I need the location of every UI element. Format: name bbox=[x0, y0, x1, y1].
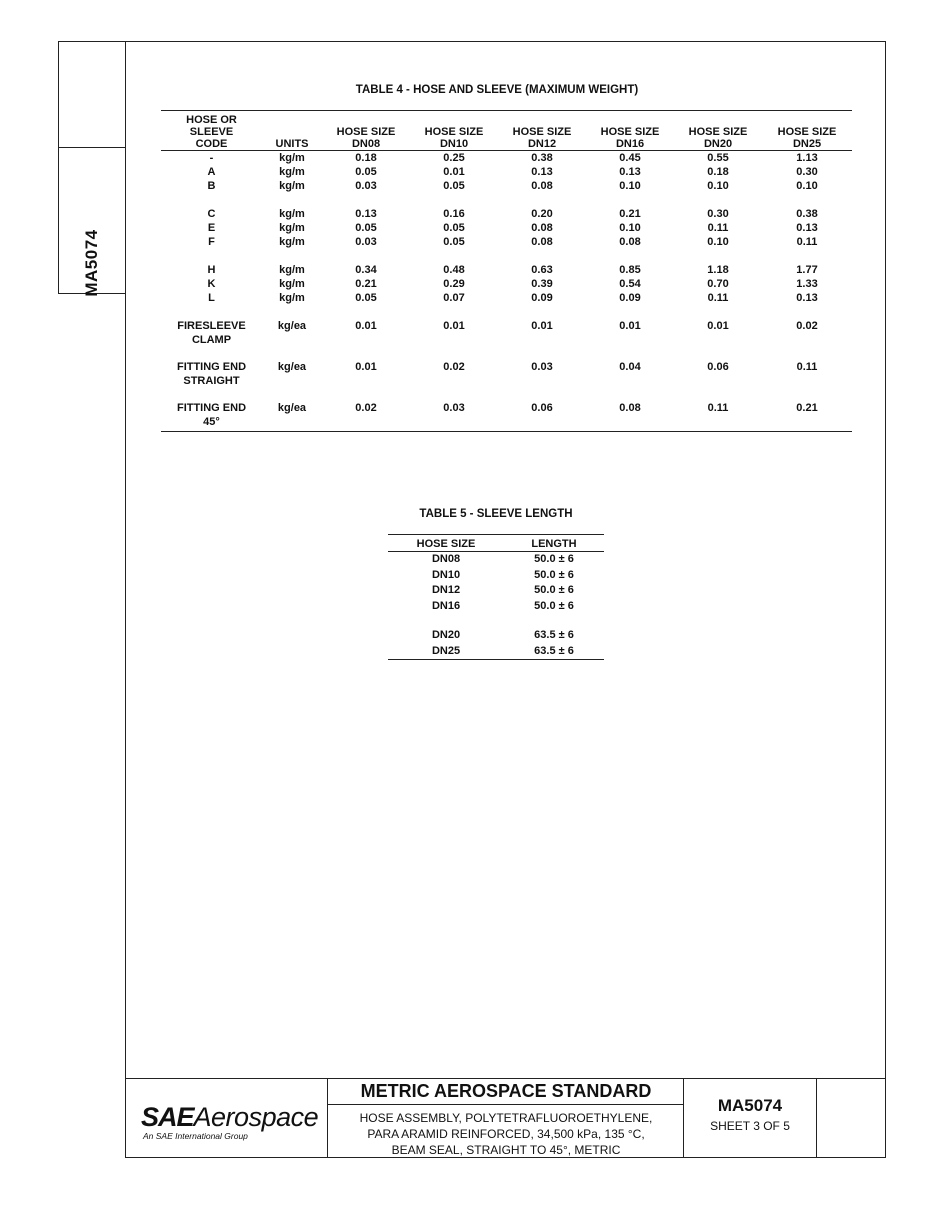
table4-cell-value: 0.30 bbox=[796, 166, 818, 178]
table5-cell-size: DN20 bbox=[431, 629, 461, 642]
table5-cell-length: 63.5 ± 6 bbox=[534, 629, 574, 642]
table4-cell-value: 0.48 bbox=[443, 264, 465, 276]
table4-cell-value: 1.13 bbox=[796, 152, 818, 164]
table4-cell-value: 0.11 bbox=[707, 292, 729, 304]
table4-cell-code: E bbox=[207, 222, 216, 234]
table4-cell-value: 0.13 bbox=[796, 292, 818, 304]
table4-cell-value: 0.05 bbox=[443, 222, 465, 234]
table4-header-size: HOSE SIZE DN16 bbox=[586, 111, 674, 151]
table4-cell-code: FIRESLEEVE CLAMP bbox=[177, 320, 246, 346]
table4-cell-value: 0.20 bbox=[531, 208, 553, 220]
table4-cell-value: 0.13 bbox=[619, 166, 641, 178]
table5-cell-size: DN25 bbox=[388, 644, 504, 660]
table4-cell-value: 0.05 bbox=[443, 236, 465, 248]
table4-cell-value: 0.13 bbox=[531, 166, 553, 178]
table4-cell-value: 0.01 bbox=[619, 320, 641, 332]
table4-cell-value: 0.01 bbox=[443, 320, 465, 332]
table5-cell-length: 50.0 ± 6 bbox=[534, 584, 574, 597]
standard-title: METRIC AEROSPACE STANDARD bbox=[360, 1081, 652, 1101]
table4-row bbox=[161, 291, 852, 305]
table4-cell-value: 0.38 bbox=[531, 152, 553, 164]
table4-cell-value: 0.85 bbox=[619, 264, 641, 276]
table5-cell-size: DN12 bbox=[431, 584, 461, 597]
table4-spacer bbox=[161, 305, 852, 319]
table4-cell-value: 0.34 bbox=[355, 264, 377, 276]
table4-cell-code: A bbox=[207, 166, 216, 178]
table4-row bbox=[161, 207, 852, 221]
table4-cell-value: 0.06 bbox=[498, 401, 586, 432]
table4-cell-value: 1.33 bbox=[796, 278, 818, 290]
table5 bbox=[388, 534, 604, 660]
table4-row bbox=[161, 221, 852, 235]
table4-spacer bbox=[161, 347, 852, 360]
table4-cell-code: F bbox=[208, 236, 215, 248]
table4-cell-code: H bbox=[207, 264, 216, 276]
logo-sae-text: SAE bbox=[141, 1102, 194, 1132]
table4-cell-value: 0.05 bbox=[355, 222, 377, 234]
table4-header-size: HOSE SIZE DN10 bbox=[410, 111, 498, 151]
table5-row bbox=[388, 628, 604, 644]
table4-cell-code: C bbox=[207, 208, 216, 220]
table4-row bbox=[161, 235, 852, 249]
table4-cell-value: 0.09 bbox=[531, 292, 553, 304]
table4-row bbox=[161, 277, 852, 291]
table4-cell-units: kg/m bbox=[279, 180, 305, 192]
standard-description: HOSE ASSEMBLY, POLYTETRAFLUOROETHYLENE, PARA ARAMID REINFORCED, 34,500 kPa, 135 °C, BEAM SEAL, STRAIGHT TO 45°, METRIC bbox=[359, 1111, 653, 1157]
table4 bbox=[161, 110, 852, 432]
table4-cell-value: 0.02 bbox=[322, 401, 410, 432]
table4-cell-value: 0.09 bbox=[619, 292, 641, 304]
table5-cell-length: 50.0 ± 6 bbox=[534, 568, 574, 581]
table4-cell-units: kg/m bbox=[279, 278, 305, 290]
table5-header-size: HOSE SIZE bbox=[388, 535, 504, 552]
table4-cell-units: kg/ea bbox=[277, 320, 307, 332]
table4-cell-units: kg/m bbox=[279, 152, 305, 164]
table4-cell-value: 0.05 bbox=[355, 292, 377, 304]
table4-header-size: HOSE SIZE DN25 bbox=[762, 111, 852, 151]
table4-cell-units: kg/ea bbox=[277, 361, 307, 373]
table4-cell-units: kg/m bbox=[279, 292, 305, 304]
table4-header-row bbox=[161, 111, 852, 151]
table4-cell-value: 0.54 bbox=[619, 278, 641, 290]
standard-title-underline bbox=[328, 1104, 684, 1105]
table4-cell-value: 0.02 bbox=[443, 361, 465, 373]
table5-cell-size: DN10 bbox=[431, 568, 461, 581]
table4-cell-value: 0.01 bbox=[531, 320, 553, 332]
table4-cell-value: 0.08 bbox=[531, 222, 553, 234]
table4-cell-value: 0.10 bbox=[619, 222, 641, 234]
table4-row bbox=[161, 319, 852, 347]
table4-cell-value: 0.29 bbox=[443, 278, 465, 290]
table4-cell-value: 0.21 bbox=[355, 278, 377, 290]
table4-spacer bbox=[161, 249, 852, 263]
table4-cell-value: 0.18 bbox=[355, 152, 377, 164]
table4-cell-value: 0.03 bbox=[355, 236, 377, 248]
table4-header-size: HOSE SIZE DN08 bbox=[322, 111, 410, 151]
table4-cell-value: 0.21 bbox=[619, 208, 641, 220]
table4-cell-value: 0.21 bbox=[762, 401, 852, 432]
table4-cell-units: kg/m bbox=[279, 208, 305, 220]
title-block bbox=[125, 1078, 886, 1158]
table4-cell-value: 0.06 bbox=[707, 361, 729, 373]
table4-cell-value: 0.10 bbox=[796, 180, 818, 192]
table4-cell-value: 0.04 bbox=[619, 361, 641, 373]
logo-aerospace-text: Aerospace bbox=[193, 1102, 319, 1132]
table5-header-length: LENGTH bbox=[504, 535, 604, 552]
table4-cell-code: B bbox=[207, 180, 216, 192]
table4-cell-value: 0.08 bbox=[531, 236, 553, 248]
table5-row bbox=[388, 599, 604, 615]
table4-cell-value: 0.30 bbox=[707, 208, 729, 220]
table4-cell-units: kg/m bbox=[279, 236, 305, 248]
table5-cell-length: 50.0 ± 6 bbox=[534, 599, 574, 612]
side-tab-doc-number: MA5074 bbox=[82, 229, 101, 297]
table4-cell-value: 1.77 bbox=[796, 264, 818, 276]
table4-cell-code: K bbox=[207, 278, 216, 290]
table4-cell-value: 0.05 bbox=[355, 166, 377, 178]
table4-cell-code: FITTING END STRAIGHT bbox=[176, 361, 247, 387]
table4-cell-units: kg/m bbox=[279, 166, 305, 178]
sae-aerospace-logo bbox=[141, 1103, 318, 1141]
table4-header-units: UNITS bbox=[262, 111, 322, 151]
table4-cell-code: - bbox=[209, 152, 214, 164]
table4-cell-value: 0.38 bbox=[796, 208, 818, 220]
table4-cell-value: 0.01 bbox=[355, 361, 377, 373]
table4-row bbox=[161, 151, 852, 166]
table4-title: TABLE 4 - HOSE AND SLEEVE (MAXIMUM WEIGHT) bbox=[355, 84, 639, 96]
table4-header-size: HOSE SIZE DN20 bbox=[674, 111, 762, 151]
table4-cell-units: kg/m bbox=[279, 222, 305, 234]
table5-row bbox=[388, 552, 604, 568]
table4-cell-value: 0.10 bbox=[707, 236, 729, 248]
table5-cell-length: 50.0 ± 6 bbox=[534, 553, 574, 566]
sheet-number: SHEET 3 OF 5 bbox=[710, 1119, 790, 1133]
logo-tagline: An SAE International Group bbox=[143, 1131, 248, 1141]
table4-cell-value: 0.01 bbox=[355, 320, 377, 332]
table4-row bbox=[161, 179, 852, 193]
table4-cell-code: L bbox=[208, 292, 215, 304]
table5-spacer bbox=[388, 614, 604, 628]
table4-cell-units: kg/ea bbox=[262, 401, 322, 432]
table4-header-size: HOSE SIZE DN12 bbox=[498, 111, 586, 151]
table5-title: TABLE 5 - SLEEVE LENGTH bbox=[419, 508, 573, 520]
table4-cell-value: 0.70 bbox=[707, 278, 729, 290]
table5-cell-size: DN16 bbox=[431, 599, 461, 612]
table4-cell-value: 0.03 bbox=[531, 361, 553, 373]
table4-cell-units: kg/m bbox=[279, 264, 305, 276]
table4-cell-value: 0.13 bbox=[355, 208, 377, 220]
table4-row bbox=[161, 165, 852, 179]
table5-row bbox=[388, 644, 604, 660]
document-number: MA5074 bbox=[717, 1096, 783, 1115]
table4-cell-value: 0.45 bbox=[619, 152, 641, 164]
table5-row bbox=[388, 568, 604, 584]
title-block-divider bbox=[816, 1079, 817, 1158]
table4-cell-value: 0.10 bbox=[619, 180, 641, 192]
table4-cell-value: 0.05 bbox=[443, 180, 465, 192]
table5-row bbox=[388, 583, 604, 599]
table4-cell-value: 0.02 bbox=[796, 320, 818, 332]
table4-cell-value: 0.11 bbox=[796, 236, 818, 248]
table4-cell-value: 0.39 bbox=[531, 278, 553, 290]
table5-header-row bbox=[388, 535, 604, 552]
table4-header-code: HOSE OR SLEEVE CODE bbox=[161, 111, 262, 151]
table5-cell-size: DN08 bbox=[431, 553, 461, 566]
table4-cell-value: 0.08 bbox=[586, 401, 674, 432]
table4-cell-value: 0.10 bbox=[707, 180, 729, 192]
table4-row bbox=[161, 360, 852, 388]
table4-cell-value: 0.11 bbox=[796, 361, 818, 373]
table4-cell-value: 0.13 bbox=[796, 222, 818, 234]
table4-cell-value: 0.63 bbox=[531, 264, 553, 276]
table4-spacer bbox=[161, 193, 852, 207]
table4-cell-value: 0.16 bbox=[443, 208, 465, 220]
table4-cell-value: 0.11 bbox=[674, 401, 762, 432]
table4-row bbox=[161, 401, 852, 432]
table4-cell-code: FITTING END 45° bbox=[161, 401, 262, 432]
table4-cell-value: 0.01 bbox=[707, 320, 729, 332]
table4-cell-value: 0.08 bbox=[619, 236, 641, 248]
table4-cell-value: 0.18 bbox=[707, 166, 729, 178]
table4-cell-value: 0.03 bbox=[410, 401, 498, 432]
table4-cell-value: 0.25 bbox=[443, 152, 465, 164]
table4-cell-value: 0.01 bbox=[443, 166, 465, 178]
table4-cell-value: 0.07 bbox=[443, 292, 465, 304]
table5-cell-length: 63.5 ± 6 bbox=[504, 644, 604, 660]
table4-spacer bbox=[161, 388, 852, 401]
side-tab-divider bbox=[59, 147, 126, 148]
table4-cell-value: 1.18 bbox=[707, 264, 729, 276]
table4-cell-value: 0.08 bbox=[531, 180, 553, 192]
table4-cell-value: 0.11 bbox=[707, 222, 729, 234]
table4-cell-value: 0.55 bbox=[707, 152, 729, 164]
side-tab bbox=[58, 41, 126, 297]
table4-cell-value: 0.03 bbox=[355, 180, 377, 192]
table4-row bbox=[161, 263, 852, 277]
